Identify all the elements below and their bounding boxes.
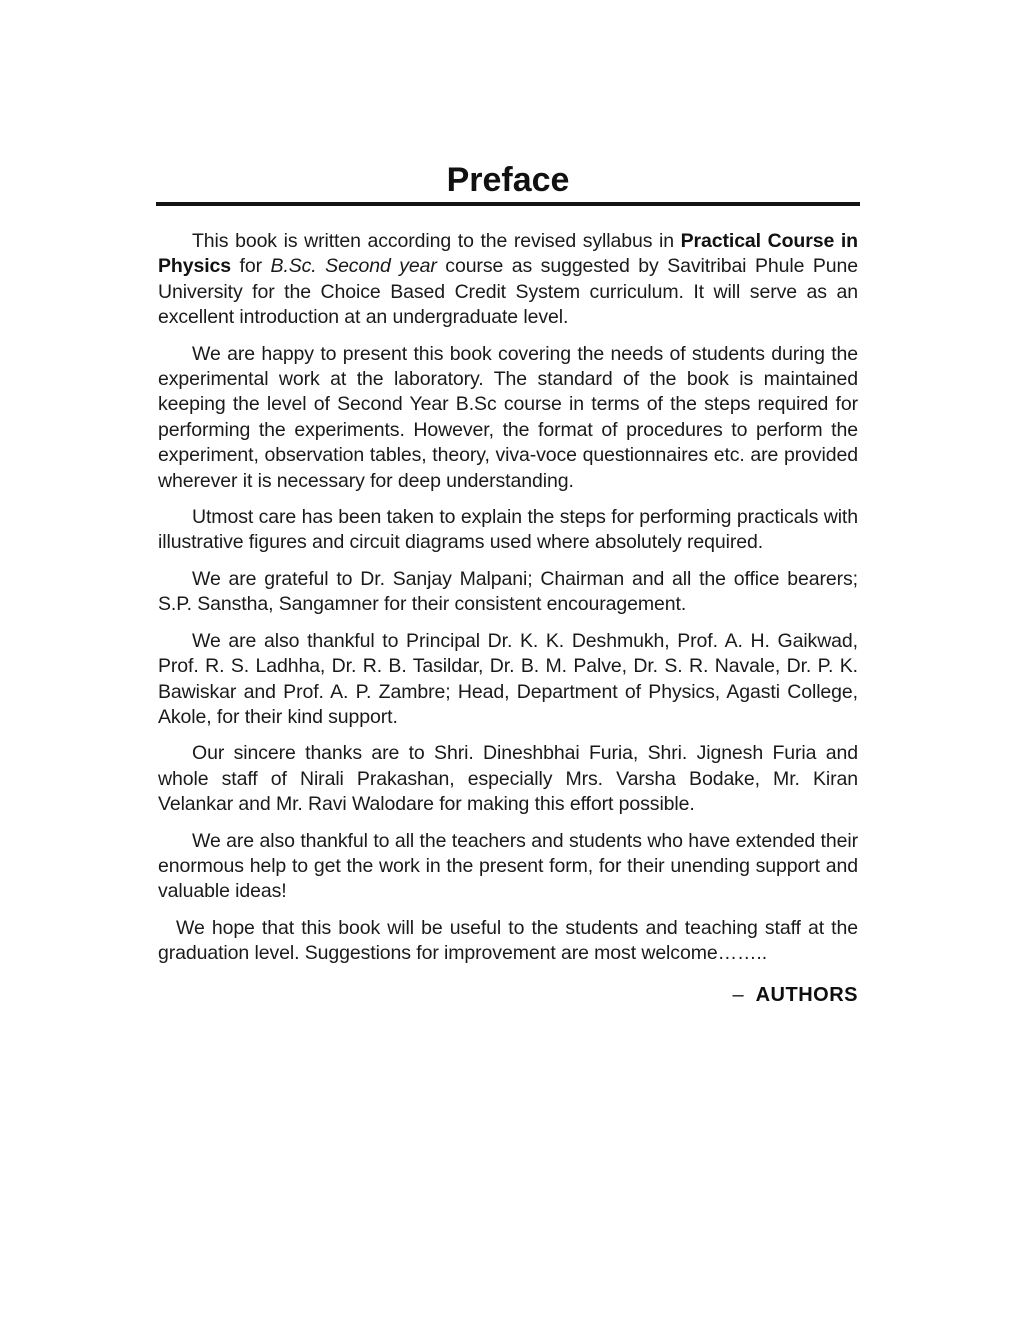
- text-run: We are happy to present this book covering the needs of students during the experimental work at the laboratory. The standard of the book is maintained keeping the level of Second Year B.Sc course in terms of the steps required for performing the experiments. However, the format of procedures to perform the experiment, observation tables, theory, viva-voce questionnaires etc. are provided wherever it is necessary for deep understanding.: [158, 342, 858, 492]
- text-run: This book is written according to the revised syllabus in: [192, 230, 681, 252]
- text-run: We are also thankful to all the teachers and students who have extended their enormous help to get the work in the present form, for their unending support and valuable ideas!: [158, 829, 858, 903]
- bold-run: Practical Course in Physics: [158, 230, 858, 278]
- preface-body: [158, 229, 858, 967]
- text-run: for: [231, 255, 271, 278]
- text-run: We hope that this book will be useful to the students and teaching staff at the graduation level. Suggestions for improvement are most welcome……..: [158, 916, 858, 965]
- paragraph: [158, 916, 858, 967]
- text-run: course as suggested by Savitribai Phule Pune University for the Choice Based Credit System curriculum. It will serve as an excellent introduction at an undergraduate level.: [158, 255, 858, 329]
- title-rule: [156, 202, 860, 206]
- page-title: Preface: [446, 161, 570, 199]
- text-run: We are grateful to Dr. Sanjay Malpani; Chairman and all the office bearers; S.P. Sanstha, Sangamner for their consistent encouragement.: [158, 567, 858, 616]
- paragraph: [158, 741, 858, 817]
- authors-dash: –: [732, 983, 744, 1006]
- italic-run: B.Sc. Second year: [270, 255, 437, 278]
- preface-content: [158, 160, 858, 1008]
- authors-signature: [158, 983, 858, 1008]
- text-run: Our sincere thanks are to Shri. Dineshbhai Furia, Shri. Jignesh Furia and whole staff of Nirali Prakashan, especially Mrs. Varsha Bodake, Mr. Kiran Velankar and Mr. Ravi Walodare for making this effort possible.: [158, 742, 858, 816]
- paragraph: [158, 629, 858, 731]
- authors-label: AUTHORS: [755, 983, 858, 1006]
- paragraph: [158, 505, 858, 556]
- paragraph: [158, 567, 858, 618]
- text-run: Utmost care has been taken to explain the steps for performing practicals with illustrative figures and circuit diagrams used where absolutely required.: [158, 506, 858, 554]
- text-run: We are also thankful to Principal Dr. K. K. Deshmukh, Prof. A. H. Gaikwad, Prof. R. S. Ladhha, Dr. R. B. Tasildar, Dr. B. M. Palve, Dr. S. R. Navale, Dr. P. K. Bawiskar and Prof. A. P. Zambre; Head, Department of Physics, Agasti College, Akole, for their kind support.: [158, 629, 858, 728]
- paragraph: [158, 829, 858, 905]
- paragraph: [158, 342, 858, 494]
- paragraph: [158, 229, 858, 331]
